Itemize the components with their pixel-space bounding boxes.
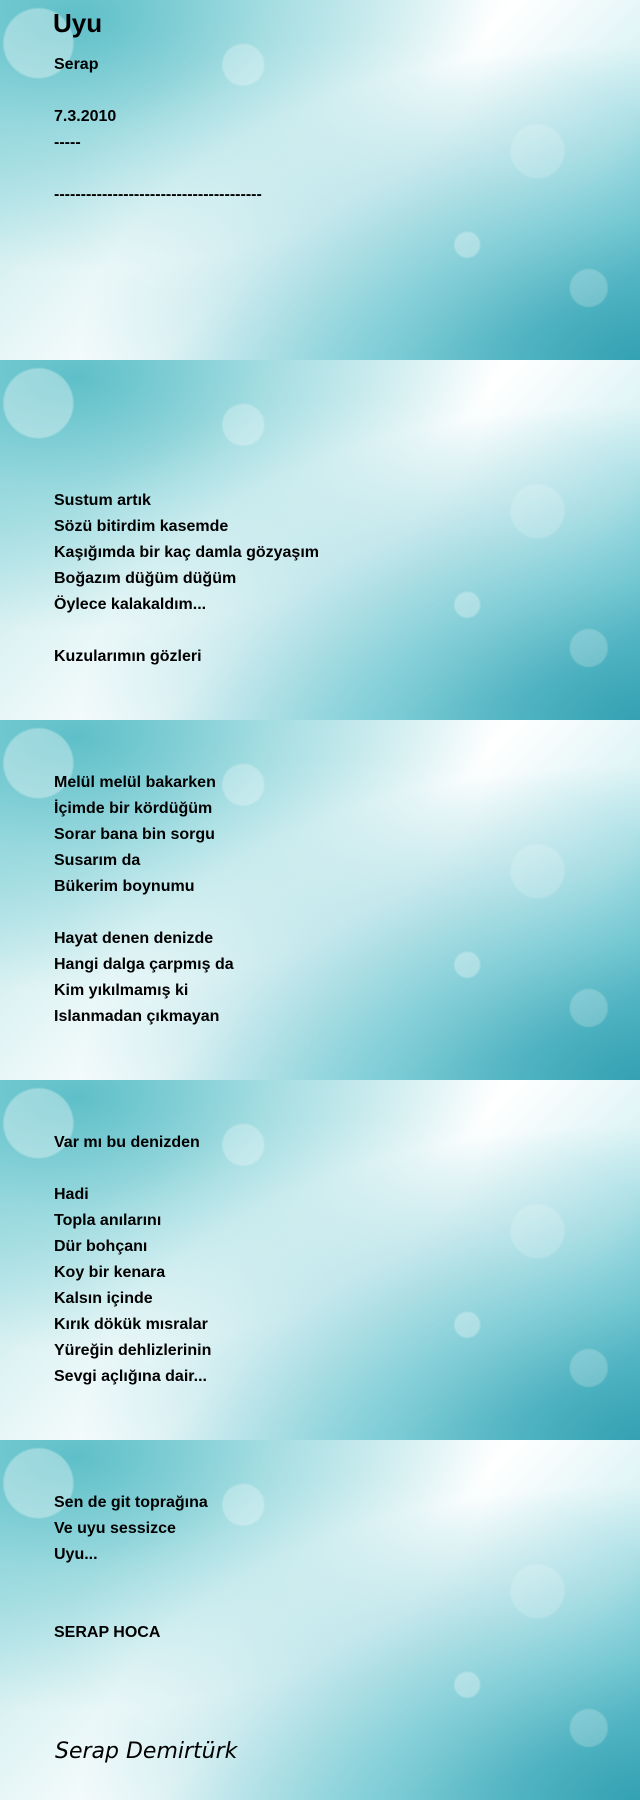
poem-section-1: [54, 488, 319, 670]
signature-text: SERAP HOCA: [54, 1624, 161, 1641]
poem-line: Sen de git toprağına: [54, 1494, 208, 1511]
script-name: Serap Demirtürk: [55, 1739, 238, 1764]
poem-section-3: [54, 1130, 211, 1390]
poem-line: Kalsın içinde: [54, 1290, 153, 1307]
poem-line: Var mı bu denizden: [54, 1134, 200, 1151]
poem-line: Islanmadan çıkmayan: [54, 1008, 220, 1025]
separator-long: ---------------------------------------: [54, 186, 262, 203]
poem-line: Kaşığımda bir kaç damla gözyaşım: [54, 544, 319, 561]
poem-date: 7.3.2010: [54, 108, 117, 125]
separator-short: -----: [54, 134, 81, 151]
poem-line: Melül melül bakarken: [54, 774, 216, 791]
poem-line: Topla anılarını: [54, 1212, 162, 1229]
poem-line: Uyu...: [54, 1546, 98, 1563]
poem-line: Kuzularımın gözleri: [54, 648, 202, 665]
poem-line: Kırık dökük mısralar: [54, 1316, 208, 1333]
poem-line: Sevgi açlığına dair...: [54, 1368, 207, 1385]
poem-line: Ve uyu sessizce: [54, 1520, 176, 1537]
poem-line: Koy bir kenara: [54, 1264, 166, 1281]
poem-line: Sözü bitirdim kasemde: [54, 518, 229, 535]
poem-section-4: [54, 1490, 208, 1568]
poem-line: Hadi: [54, 1186, 89, 1203]
stanza-gap: [54, 900, 234, 926]
poem-line: Hayat denen denizde: [54, 930, 214, 947]
stanza-gap: [54, 618, 319, 644]
poem-line: Boğazım düğüm düğüm: [54, 570, 237, 587]
poem-section-2: [54, 770, 234, 1030]
poem-line: Kim yıkılmamış ki: [54, 982, 189, 999]
poem-line: Susarım da: [54, 852, 141, 869]
poem-line: Dür bohçanı: [54, 1238, 148, 1255]
poem-line: Öylece kalakaldım...: [54, 596, 207, 613]
stanza-gap: [54, 1156, 211, 1182]
poem-line: Sorar bana bin sorgu: [54, 826, 215, 843]
poem-line: Hangi dalga çarpmış da: [54, 956, 234, 973]
poem-author: Serap: [54, 56, 99, 73]
poem-line: Sustum artık: [54, 492, 151, 509]
poem-line: Yüreğin dehlizlerinin: [54, 1342, 212, 1359]
poem-title: Uyu: [53, 8, 103, 38]
poem-line: İçimde bir kördüğüm: [54, 800, 213, 817]
poem-line: Bükerim boynumu: [54, 878, 195, 895]
